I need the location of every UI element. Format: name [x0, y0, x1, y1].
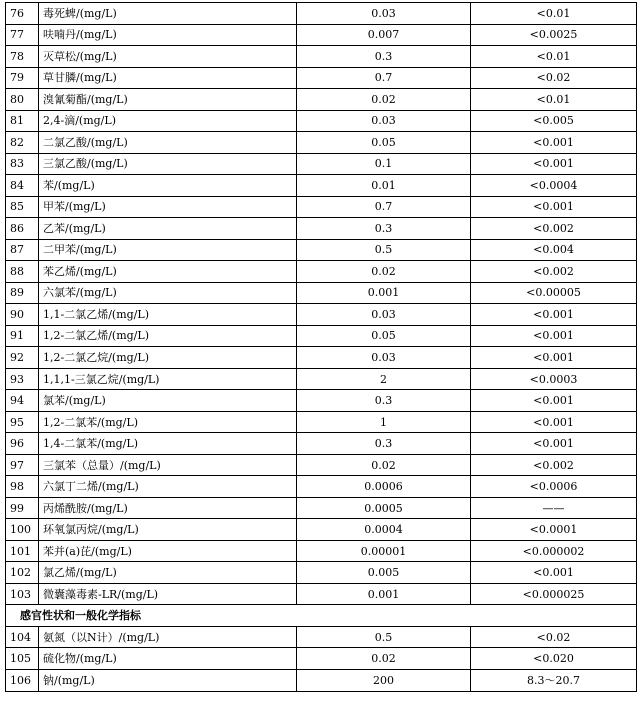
row-number: 84: [6, 175, 39, 197]
indicator-name: 灭草松/(mg/L): [39, 46, 297, 68]
limit-value: 0.02: [297, 454, 471, 476]
row-number: 78: [6, 46, 39, 68]
detected-value: <0.001: [471, 304, 637, 326]
row-number: 101: [6, 540, 39, 562]
indicator-name: 钠/(mg/L): [39, 669, 297, 691]
indicator-name: 甲苯/(mg/L): [39, 196, 297, 218]
row-number: 99: [6, 497, 39, 519]
table-row: [6, 24, 637, 46]
row-number: 81: [6, 110, 39, 132]
row-number: 82: [6, 132, 39, 154]
limit-value: 0.3: [297, 390, 471, 412]
table-row: [6, 583, 637, 605]
detected-value: <0.001: [471, 433, 637, 455]
table-row: [6, 153, 637, 175]
limit-value: 0.0005: [297, 497, 471, 519]
detected-value: <0.0006: [471, 476, 637, 498]
detected-value: <0.02: [471, 626, 637, 648]
table-row: [6, 540, 637, 562]
detected-value: <0.001: [471, 411, 637, 433]
indicator-name: 氨氮（以N计）/(mg/L): [39, 626, 297, 648]
limit-value: 0.03: [297, 3, 471, 25]
indicator-name: 环氧氯丙烷/(mg/L): [39, 519, 297, 541]
table-row: [6, 132, 637, 154]
table-row: [6, 411, 637, 433]
detected-value: <0.0025: [471, 24, 637, 46]
limit-value: 0.03: [297, 110, 471, 132]
detected-value: <0.0003: [471, 368, 637, 390]
detected-value: <0.001: [471, 390, 637, 412]
indicator-name: 1,2-二氯乙烷/(mg/L): [39, 347, 297, 369]
limit-value: 0.001: [297, 282, 471, 304]
limit-value: 200: [297, 669, 471, 691]
indicator-name: 苯并(a)芘/(mg/L): [39, 540, 297, 562]
row-number: 102: [6, 562, 39, 584]
limit-value: 0.1: [297, 153, 471, 175]
row-number: 83: [6, 153, 39, 175]
detected-value: <0.0004: [471, 175, 637, 197]
row-number: 105: [6, 648, 39, 670]
row-number: 91: [6, 325, 39, 347]
row-number: 85: [6, 196, 39, 218]
detected-value: <0.002: [471, 218, 637, 240]
table-row: [6, 110, 637, 132]
limit-value: 0.02: [297, 648, 471, 670]
limit-value: 0.0006: [297, 476, 471, 498]
limit-value: 0.3: [297, 218, 471, 240]
indicator-name: 二氯乙酸/(mg/L): [39, 132, 297, 154]
row-number: 96: [6, 433, 39, 455]
detected-value: <0.001: [471, 562, 637, 584]
table-row: [6, 304, 637, 326]
table-row: [6, 261, 637, 283]
detected-value: <0.000002: [471, 540, 637, 562]
detected-value: <0.01: [471, 3, 637, 25]
table-row: [6, 89, 637, 111]
row-number: 95: [6, 411, 39, 433]
table-row: [6, 390, 637, 412]
indicator-name: 1,1-二氯乙烯/(mg/L): [39, 304, 297, 326]
table-row: [6, 67, 637, 89]
indicator-name: 苯乙烯/(mg/L): [39, 261, 297, 283]
table-row: [6, 368, 637, 390]
limit-value: 0.7: [297, 196, 471, 218]
limit-value: 0.005: [297, 562, 471, 584]
detected-value: <0.001: [471, 132, 637, 154]
limit-value: 0.0004: [297, 519, 471, 541]
limit-value: 0.02: [297, 261, 471, 283]
table-row: [6, 175, 637, 197]
detected-value: <0.000025: [471, 583, 637, 605]
detected-value: <0.0001: [471, 519, 637, 541]
detected-value: <0.002: [471, 261, 637, 283]
table-row: [6, 325, 637, 347]
limit-value: 0.03: [297, 347, 471, 369]
table-row: [6, 196, 637, 218]
detected-value: <0.005: [471, 110, 637, 132]
limit-value: 0.7: [297, 67, 471, 89]
indicator-name: 1,4-二氯苯/(mg/L): [39, 433, 297, 455]
indicator-name: 苯/(mg/L): [39, 175, 297, 197]
indicator-name: 丙烯酰胺/(mg/L): [39, 497, 297, 519]
indicator-name: 草甘膦/(mg/L): [39, 67, 297, 89]
detected-value: <0.01: [471, 46, 637, 68]
limit-value: 0.007: [297, 24, 471, 46]
detected-value: <0.001: [471, 153, 637, 175]
indicator-name: 二甲苯/(mg/L): [39, 239, 297, 261]
indicator-name: 1,2-二氯乙烯/(mg/L): [39, 325, 297, 347]
detected-value: <0.004: [471, 239, 637, 261]
row-number: 77: [6, 24, 39, 46]
limit-value: 0.05: [297, 132, 471, 154]
indicator-name: 乙苯/(mg/L): [39, 218, 297, 240]
limit-value: 1: [297, 411, 471, 433]
detected-value: <0.001: [471, 325, 637, 347]
indicator-name: 1,2-二氯苯/(mg/L): [39, 411, 297, 433]
indicator-name: 硫化物/(mg/L): [39, 648, 297, 670]
row-number: 103: [6, 583, 39, 605]
table-row: [6, 46, 637, 68]
table-row: [6, 497, 637, 519]
table-row: [6, 476, 637, 498]
indicator-name: 六氯苯/(mg/L): [39, 282, 297, 304]
table-row: [6, 347, 637, 369]
row-number: 106: [6, 669, 39, 691]
table-row: [6, 218, 637, 240]
indicator-name: 2,4-滴/(mg/L): [39, 110, 297, 132]
limit-value: 0.001: [297, 583, 471, 605]
row-number: 88: [6, 261, 39, 283]
table-row: [6, 562, 637, 584]
row-number: 90: [6, 304, 39, 326]
section-title: 感官性状和一般化学指标: [6, 605, 637, 627]
indicator-name: 六氯丁二烯/(mg/L): [39, 476, 297, 498]
limit-value: 0.03: [297, 304, 471, 326]
row-number: 79: [6, 67, 39, 89]
limit-value: 0.3: [297, 46, 471, 68]
table-row: [6, 433, 637, 455]
limit-value: 2: [297, 368, 471, 390]
row-number: 87: [6, 239, 39, 261]
limit-value: 0.01: [297, 175, 471, 197]
row-number: 93: [6, 368, 39, 390]
limit-value: 0.05: [297, 325, 471, 347]
indicator-name: 微囊藻毒素-LR/(mg/L): [39, 583, 297, 605]
row-number: 94: [6, 390, 39, 412]
limit-value: 0.3: [297, 433, 471, 455]
detected-value: <0.001: [471, 196, 637, 218]
table-row: [6, 239, 637, 261]
indicator-name: 溴氰菊酯/(mg/L): [39, 89, 297, 111]
indicator-name: 1,1,1-三氯乙烷/(mg/L): [39, 368, 297, 390]
table-row: [6, 3, 637, 25]
detected-value: <0.020: [471, 648, 637, 670]
table-row: [6, 454, 637, 476]
water-quality-table: [5, 2, 637, 692]
row-number: 80: [6, 89, 39, 111]
indicator-name: 氯苯/(mg/L): [39, 390, 297, 412]
row-number: 89: [6, 282, 39, 304]
indicator-name: 氯乙烯/(mg/L): [39, 562, 297, 584]
detected-value: <0.001: [471, 347, 637, 369]
row-number: 92: [6, 347, 39, 369]
limit-value: 0.5: [297, 239, 471, 261]
detected-value: ——: [471, 497, 637, 519]
table-row: [6, 648, 637, 670]
indicator-name: 三氯乙酸/(mg/L): [39, 153, 297, 175]
detected-value: <0.02: [471, 67, 637, 89]
table-body: [6, 3, 637, 692]
detected-value: 8.3～20.7: [471, 669, 637, 691]
detected-value: <0.002: [471, 454, 637, 476]
detected-value: <0.01: [471, 89, 637, 111]
row-number: 104: [6, 626, 39, 648]
table-row: [6, 519, 637, 541]
row-number: 100: [6, 519, 39, 541]
row-number: 97: [6, 454, 39, 476]
row-number: 86: [6, 218, 39, 240]
detected-value: <0.00005: [471, 282, 637, 304]
limit-value: 0.02: [297, 89, 471, 111]
section-row: [6, 605, 637, 627]
indicator-name: 三氯苯（总量）/(mg/L): [39, 454, 297, 476]
indicator-name: 呋喃丹/(mg/L): [39, 24, 297, 46]
row-number: 76: [6, 3, 39, 25]
table-row: [6, 282, 637, 304]
limit-value: 0.5: [297, 626, 471, 648]
row-number: 98: [6, 476, 39, 498]
limit-value: 0.00001: [297, 540, 471, 562]
table-row: [6, 626, 637, 648]
indicator-name: 毒死蜱/(mg/L): [39, 3, 297, 25]
table-row: [6, 669, 637, 691]
